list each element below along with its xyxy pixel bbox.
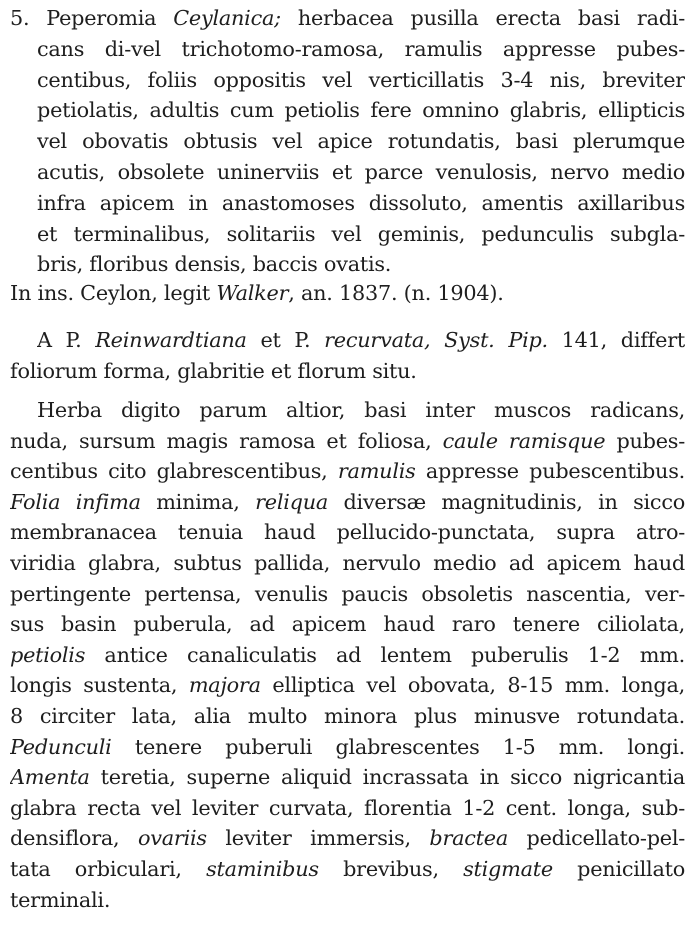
text-run: tenere puberuli glabrescentes 1-5 mm. longi. bbox=[111, 736, 685, 759]
text-run: In ins. Ceylon, legit bbox=[10, 281, 217, 305]
text-run: 5. Peperomia bbox=[10, 8, 174, 30]
text-line bbox=[37, 131, 685, 155]
text-line bbox=[37, 100, 685, 124]
text-line bbox=[37, 39, 685, 63]
italic-term: petiolis bbox=[10, 644, 86, 667]
text-run: longis sustenta, bbox=[10, 675, 189, 698]
text-run: elliptica vel obovata, 8-15 mm. longa, bbox=[260, 675, 685, 698]
text-run: bris, floribus densis, baccis ovatis. bbox=[37, 252, 392, 277]
text-run: Herba digito parum altior, basi inter muscos radicans, bbox=[37, 400, 685, 422]
text-line bbox=[10, 798, 685, 822]
italic-term: reliqua bbox=[255, 491, 328, 514]
italic-term: Walker bbox=[216, 281, 289, 305]
text-run: et terminalibus, solitariis vel geminis, pedunculis subgla- bbox=[37, 223, 685, 246]
text-line bbox=[10, 283, 504, 304]
text-run: leviter immersis, bbox=[206, 828, 430, 851]
text-run: centibus cito glabrescentibus, bbox=[10, 461, 338, 484]
text-line bbox=[10, 706, 685, 730]
text-line bbox=[10, 553, 685, 577]
text-line bbox=[10, 887, 111, 912]
text-line bbox=[10, 645, 685, 669]
text-run: diversæ magnitudinis, in sicco bbox=[328, 491, 685, 514]
text-run: nuda, sursum magis ramosa et foliosa, bbox=[10, 430, 443, 453]
italic-term: Reinwardtiana bbox=[95, 330, 247, 352]
text-run: brevibus, bbox=[318, 859, 464, 881]
text-line bbox=[10, 737, 685, 761]
text-line bbox=[37, 400, 685, 424]
text-line bbox=[10, 859, 685, 883]
text-line bbox=[10, 767, 685, 791]
text-run: viridia glabra, subtus pallida, nervulo medio ad apicem haud bbox=[10, 553, 685, 575]
text-run: A P. bbox=[37, 330, 96, 352]
italic-term: Folia infima bbox=[10, 491, 141, 514]
text-run: membranacea tenuia haud pellucido-punctata, supra atro- bbox=[10, 522, 685, 545]
text-run: pedicellato-pel- bbox=[508, 828, 685, 851]
text-line bbox=[37, 254, 391, 275]
text-run: penicillato bbox=[552, 859, 685, 881]
text-run: appresse pubescentibus. bbox=[415, 461, 685, 484]
text-run: 141, differt bbox=[547, 330, 685, 352]
italic-term: Pedunculi bbox=[10, 736, 112, 759]
text-line bbox=[10, 492, 685, 516]
italic-term: bractea bbox=[429, 828, 508, 851]
text-line bbox=[10, 461, 685, 485]
text-run: 8 circiter lata, alia multo minora plus minusve rotundata. bbox=[10, 706, 685, 728]
text-line bbox=[37, 193, 685, 217]
text-run: et P. bbox=[246, 330, 325, 352]
text-line bbox=[10, 614, 685, 638]
text-run: acutis, obsolete uninerviis et parce venulosis, nervo medio bbox=[37, 162, 685, 184]
text-run: centibus, foliis oppositis vel verticillatis 3-4 nis, breviter bbox=[37, 69, 685, 92]
text-run: petiolatis, adultis cum petiolis fere omnino glabris, ellipticis bbox=[37, 100, 685, 123]
text-run: glabra recta vel leviter curvata, florentia 1-2 cent. longa, sub- bbox=[10, 797, 685, 820]
italic-term: caule ramisque bbox=[442, 430, 606, 453]
italic-term: ovariis bbox=[137, 828, 207, 851]
italic-term: ramulis bbox=[337, 461, 416, 484]
text-run: infra apicem in anastomoses dissoluto, amentis axillaribus bbox=[37, 192, 685, 215]
italic-term: recurvata, Syst. Pip. bbox=[324, 330, 548, 352]
text-line bbox=[10, 828, 685, 852]
text-line bbox=[10, 431, 685, 455]
text-run: vel obovatis obtusis vel apice rotundatis, basi plerumque bbox=[37, 131, 685, 154]
text-run: minima, bbox=[140, 491, 256, 514]
italic-term: Ceylanica; bbox=[173, 8, 281, 30]
text-line bbox=[37, 162, 685, 186]
text-run: foliorum forma, glabritie et florum situ. bbox=[10, 358, 417, 383]
text-run: cans di-vel trichotomo-ramosa, ramulis appresse pubes- bbox=[37, 38, 685, 61]
italic-term: majora bbox=[188, 675, 261, 698]
text-run: pubes- bbox=[605, 430, 685, 453]
text-run: , an. 1837. (n. 1904). bbox=[288, 281, 504, 305]
text-run: tata orbiculari, bbox=[10, 859, 207, 881]
text-line bbox=[37, 70, 685, 94]
text-run: terminali. bbox=[10, 887, 111, 912]
text-line bbox=[10, 8, 685, 32]
text-run: teretia, superne aliquid incrassata in sicco nigricantia bbox=[89, 767, 685, 790]
text-line bbox=[10, 675, 685, 699]
text-run: sus basin puberula, ad apicem haud raro tenere ciliolata, bbox=[10, 614, 685, 637]
text-line bbox=[37, 330, 685, 354]
text-line bbox=[10, 584, 685, 608]
text-run: pertingente pertensa, venulis paucis obsoletis nascentia, ver- bbox=[10, 583, 685, 606]
text-line bbox=[37, 224, 685, 248]
italic-term: stigmate bbox=[463, 859, 553, 881]
text-line bbox=[10, 358, 417, 383]
italic-term: staminibus bbox=[206, 859, 319, 881]
text-run: herbacea pusilla erecta basi radi- bbox=[280, 8, 685, 30]
italic-term: Amenta bbox=[10, 767, 90, 790]
text-run: antice canaliculatis ad lentem puberulis 1-2 mm. bbox=[85, 644, 685, 667]
text-line bbox=[10, 522, 685, 546]
text-run: densiflora, bbox=[10, 828, 138, 851]
